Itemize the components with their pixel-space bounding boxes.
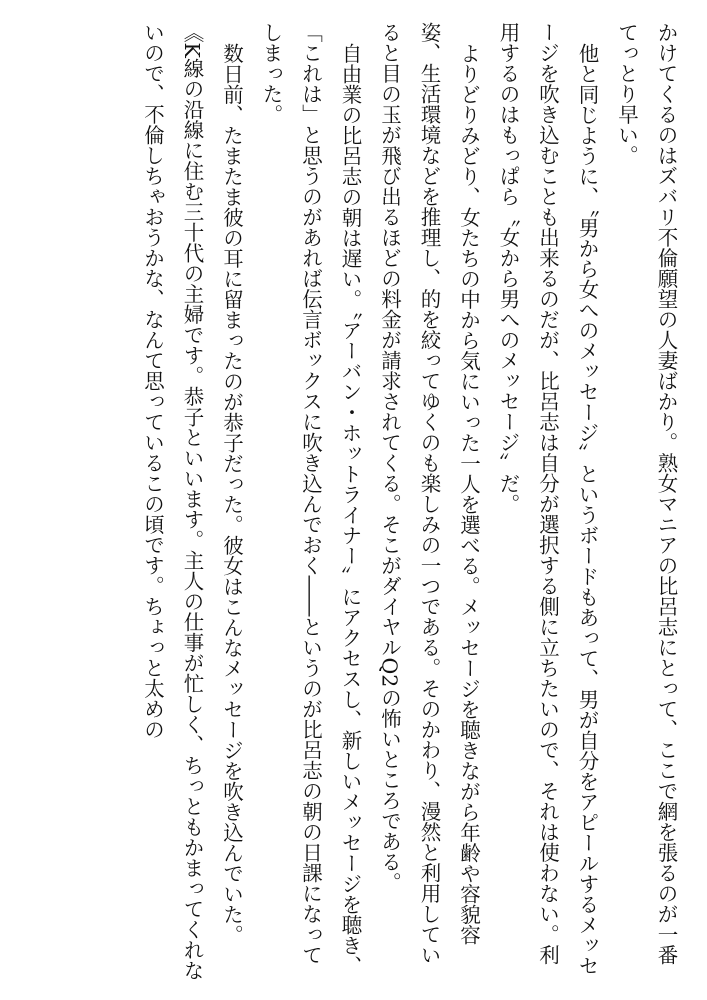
paragraph-5: 数日前、たまたま彼の耳に留まったのが恭子だった。彼女はこんなメッセージを吹き込んでいた。	[219, 42, 244, 945]
vertical-text-body	[22, 22, 685, 982]
paragraph-4: 自由業の比呂志の朝は遅い。〝アーバン・ホットライナー〟にアクセスし、新しいメッセージを聴き、「これは」と思うのがあれば伝言ボックスに吹き込んでおく――というのが比呂志の朝の日課になってしまった。	[259, 22, 362, 976]
paragraph-6: 《K線の沿線に住む三十代の主婦です。恭子といいます。主人の仕事が忙しく、ちっともかまってくれないので、不倫しちゃおうかな、なんて思っているこの頃です。ちょっと太めの	[140, 22, 204, 981]
paragraph-3: よりどりみどり、女たちの中から気にいった一人を選べる。メッセージを聴きながら年齢や容貌容姿、生活環境などを推理し、的を絞ってゆくのも楽しみの一つである。そのかわり、漫然と利用していると目の玉が飛び出るほどの料金が請求されてくる。そこがダイヤルQ2の怖いところである。	[377, 22, 481, 965]
paragraph-2: 他と同じように、〝男から女へのメッセージ〟というボードもあって、男が自分をアピールするメッセージを吹き込むことも出来るのだが、比呂志は自分が選択する側に立ちたいので、それは使わない。利用するのはもっぱら〝女から男へのメッセージ〟だ。	[496, 22, 599, 976]
paragraph-1: かけてくるのはズバリ不倫願望の人妻ばかり。熟女マニアの比呂志にとって、ここで網を張るのが一番てっとり早い。	[614, 22, 678, 965]
